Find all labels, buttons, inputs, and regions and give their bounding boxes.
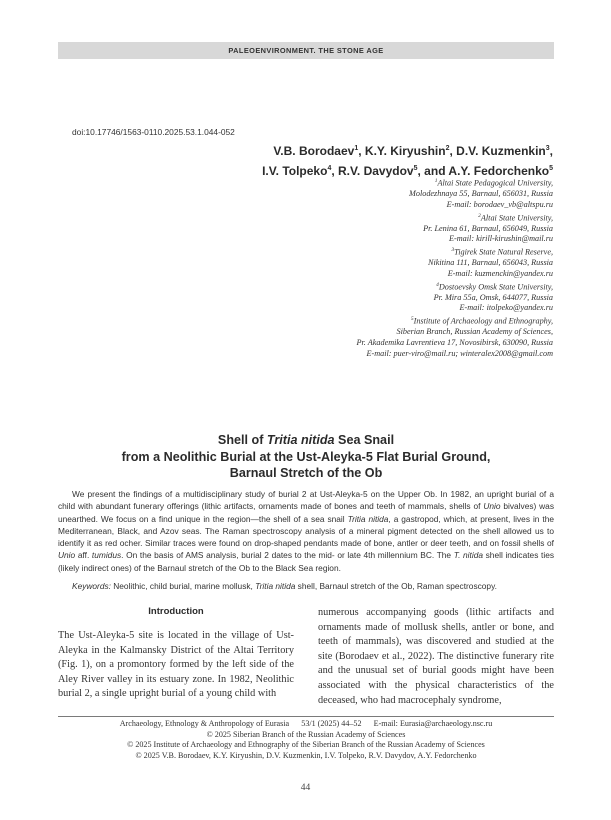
author-affil-sup: 1: [354, 145, 359, 152]
author-affil-sup: 5: [549, 165, 553, 172]
article-title: [58, 432, 554, 482]
affiliation-address: Pr. Mira 55a, Omsk, 644077, Russia: [433, 292, 553, 302]
section-header-bar: [58, 42, 554, 59]
affiliation-sup: 3: [451, 247, 455, 254]
title-line-2: from a Neolithic Burial at the Ust-Aleyka-5 Flat Burial Ground,: [121, 449, 491, 464]
journal-name: Archaeology, Ethnology & Anthropology of Eurasia: [119, 719, 290, 728]
column-right: [318, 606, 554, 708]
affiliation-name: Altai State Pedagogical University,: [437, 178, 553, 188]
intro-paragraph-left: The Ust-Aleyka-5 site is located in the village of Ust-Aleyka in the Kalmansky District of the Altai Territory (Fig. 1), on a promontory formed by the left side of the Aley River valley in its estuary zone. In 1982, Neolithic burial 2, a single upright burial of a young child with: [58, 630, 294, 700]
affiliation-sup: 1: [434, 178, 438, 184]
affiliation-3: [233, 245, 553, 280]
abstract: [58, 488, 554, 592]
author-affil-sup: 3: [545, 145, 550, 152]
title-line-1: [58, 432, 554, 449]
author-name: , K.Y. Kiryushin: [358, 144, 446, 158]
affiliation-email[interactable]: E-mail: kirill-kirushin@mail.ru: [449, 234, 553, 244]
page-number: 44: [300, 783, 311, 793]
author-name: , and A.Y. Fedorchenko: [417, 164, 550, 178]
author-name: V.B. Borodaev: [273, 144, 355, 158]
affiliation-2: [233, 211, 553, 246]
affiliation-address: Nikitina 111, Barnaul, 656043, Russia: [427, 258, 553, 268]
affiliation-name: Dostoevsky Omsk State University,: [438, 282, 553, 292]
affiliation-email[interactable]: E-mail: borodaev_vb@altspu.ru: [446, 199, 553, 209]
affiliation-address: Pr. Akademika Lavrentieva 17, Novosibirsk, 630090, Russia: [356, 337, 553, 347]
intro-paragraph-right: numerous accompanying goods (lithic artifacts and ornaments made of mollusk shells, antler or bone, and teeth of mammals), was discovered and studied at the site (Borodaev et al., 2022). The distinctive funerary rite and the unusual set of burial goods might have been associated with the physical characteristics of the deceased, who had macrocephaly syndrome,: [318, 607, 554, 706]
affiliation-sup: 2: [478, 212, 481, 219]
author-name: , D.V. Kuzmenkin: [449, 144, 546, 158]
copyright-3: © 2025 V.B. Borodaev, K.Y. Kiryushin, D.V. Kuzmenkin, I.V. Tolpeko, R.V. Davydov, A.Y. Fedorchenko: [135, 751, 477, 761]
affiliation-5: [233, 314, 553, 359]
affiliation-email[interactable]: E-mail: itolpeko@yandex.ru: [459, 303, 553, 313]
footer-journal-line: [58, 719, 554, 730]
footer: [58, 719, 554, 762]
keywords-label: Keywords:: [72, 581, 111, 592]
journal-email[interactable]: E-mail: Eurasia@archaeology.nsc.ru: [373, 719, 493, 728]
journal-issue: 53/1 (2025) 44–52: [301, 719, 362, 728]
column-left: [58, 606, 294, 702]
author-name: I.V. Tolpeko: [262, 164, 328, 178]
footer-divider: [58, 716, 554, 717]
affiliation-name: Tigirek State Natural Reserve,: [454, 247, 553, 257]
author-separator: ,: [549, 144, 553, 158]
copyright-2: © 2025 Institute of Archaeology and Ethnography of the Siberian Branch of the Russian Academy of Sciences: [127, 740, 485, 750]
affiliation-sup: 5: [410, 316, 414, 323]
affiliation-sup: 4: [436, 281, 439, 288]
title-text: Shell of: [217, 433, 267, 447]
copyright-1: © 2025 Siberian Branch of the Russian Academy of Sciences: [206, 729, 406, 739]
affiliations: [233, 176, 553, 359]
abstract-text: We present the findings of a multidisciplinary study of burial 2 at Ust-Aleyka-5 on the Upper Ob. In 1982, an upright burial of a child with abundant funerary offerings (lithic artifacts, ornaments made of bones and teeth of mammals, shells of Unio bivalves) was unearthed. We focus on a find unique in the region—the shell of a sea snail Tritia nitida, a gastropod, which, at present, lives in the Mediterranean, Black, and Azov seas. The Raman spectroscopy analysis of a mineral pigment detected on the shell allowed us to identify it as red ocher. Similar traces were found on drop-shaped pendants made of bone, antler or deer teeth, and on fossil shells of Unio aff. tumidus. On the basis of AMS analysis, burial 2 dates to the mid- or late 4th millennium BC. The T. nitida shell indicates ties (likely indirect ones) of the Barnaul stretch of the Ob to the Black Sea region.: [58, 489, 555, 573]
affiliation-address: Pr. Lenina 61, Barnaul, 656049, Russia: [423, 223, 553, 233]
affiliation-1: [233, 176, 553, 211]
affiliation-name-cont: Siberian Branch, Russian Academy of Sciences,: [396, 327, 553, 337]
author-name: , R.V. Davydov: [331, 164, 414, 178]
affiliation-name: Altai State University,: [480, 213, 553, 223]
affiliation-address: Molodezhnaya 55, Barnaul, 656031, Russia: [409, 189, 553, 199]
title-line-3: Barnaul Stretch of the Ob: [229, 466, 383, 480]
author-affil-sup: 4: [327, 165, 332, 172]
doi-link[interactable]: doi:10.17746/1563-0110.2025.53.1.044-052: [72, 127, 235, 137]
affiliation-name: Institute of Archaeology and Ethnography,: [413, 316, 553, 326]
author-affil-sup: 2: [445, 145, 450, 152]
author-list: [253, 140, 553, 180]
author-affil-sup: 5: [413, 165, 418, 172]
affiliation-4: [233, 280, 553, 315]
title-species: Tritia nitida: [266, 433, 335, 447]
title-text: Sea Snail: [334, 433, 395, 447]
keywords: Keywords: Neolithic, child burial, marine mollusk, Tritia nitida shell, Barnaul stretch of the Ob, Raman spectroscopy.: [72, 581, 497, 592]
section-heading-introduction: Introduction: [148, 606, 204, 617]
section-title: PALEOENVIRONMENT. THE STONE AGE: [228, 46, 384, 55]
affiliation-email[interactable]: E-mail: kuzmenckin@yandex.ru: [447, 268, 553, 278]
affiliation-email[interactable]: E-mail: puer-viro@mail.ru; winteralex2008@gmail.com: [366, 348, 553, 358]
